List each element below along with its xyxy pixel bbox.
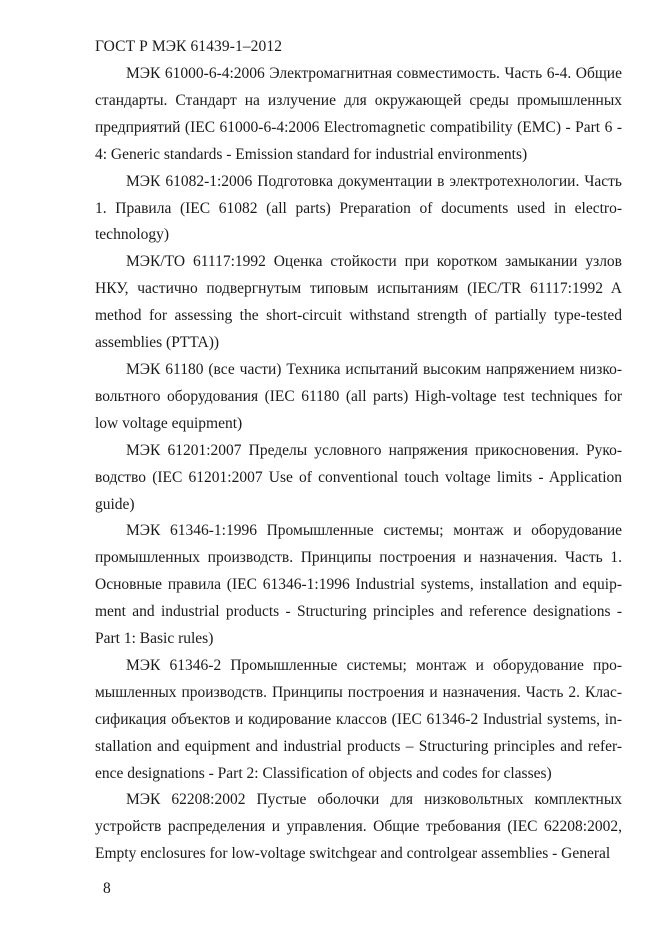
- reference-iec-61346-2: МЭК 61346-2 Промышленные системы; монтаж и оборудование про-мышленных производств. Принципы построения и назначения. Часть 2. Клас-сификация объектов и кодирование классов (IEC 61346-2 Industrial systems, in-stallation and equipment and industrial products – Structuring principles and refer-ence designations - Part 2: Classification of objects and codes for classes): [95, 656, 622, 782]
- reference-iec-tr-61117: МЭК/ТО 61117:1992 Оценка стойкости при коротком замыкании узлов НКУ, частично подвергнутым типовым испытаниям (IEC/TR 61117:1992 A method for assessing the short-circuit withstand strength of partially type-tested assemblies (PTTA)): [95, 253, 622, 352]
- reference-iec-61082-1: МЭК 61082-1:2006 Подготовка документации в электротехнологии. Часть 1. Правила (IEC 61082 (all parts) Preparation of documents used in electro-technology): [95, 172, 622, 244]
- reference-iec-61346-1: МЭК 61346-1:1996 Промышленные системы; монтаж и оборудование промышленных производств. Принципы построения и назначения. Часть 1. Основные правила (IEC 61346-1:1996 Industrial systems, installation and equip-ment and industrial products - Structuring principles and reference designations - Part 1: Basic rules): [95, 522, 622, 648]
- normative-references: [95, 61, 622, 868]
- reference-iec-61201: МЭК 61201:2007 Пределы условного напряжения прикосновения. Руко-водство (IEC 61201:2007 Use of conventional touch voltage limits - Application guide): [95, 441, 622, 513]
- reference-iec-61180: МЭК 61180 (все части) Техника испытаний высоким напряжением низко-вольтного оборудования (IEC 61180 (all parts) High-voltage test techniques for low voltage equipment): [95, 360, 622, 432]
- document-header: ГОСТ Р МЭК 61439-1–2012: [95, 38, 283, 55]
- reference-iec-61000-6-4: МЭК 61000-6-4:2006 Электромагнитная совместимость. Часть 6-4. Общие стандарты. Стандарт на излучение для окружающей среды промышленных предприятий (IEC 61000-6-4:2006 Electromagnetic compatibility (EMC) - Part 6 - 4: Generic standards - Emission standard for industrial environments): [95, 65, 622, 163]
- reference-iec-62208: МЭК 62208:2002 Пустые оболочки для низковольтных комплектных устройств распределения и управления. Общие требования (IEC 62208:2002, Empty enclosures for low-voltage switchgear and controlgear assemblies - General: [95, 791, 622, 863]
- page-number: 8: [103, 880, 111, 897]
